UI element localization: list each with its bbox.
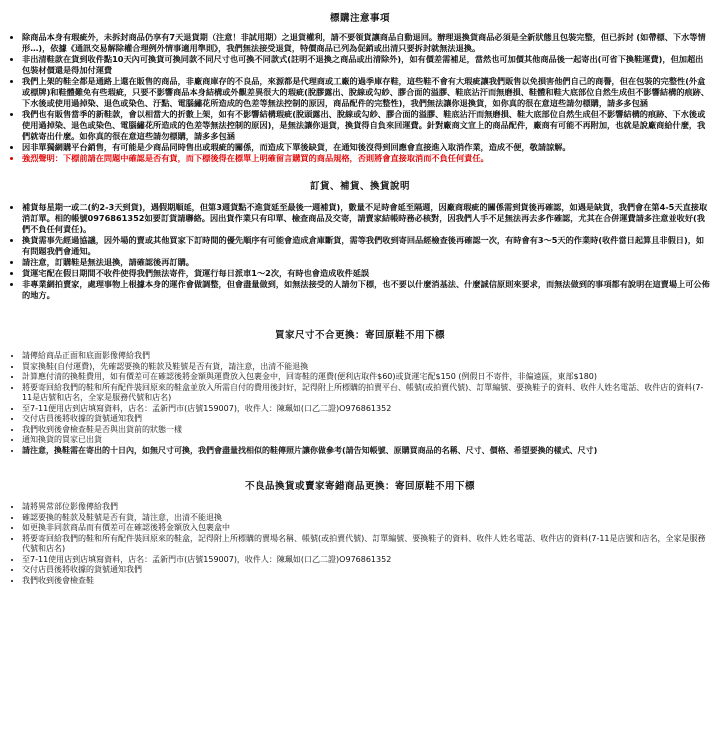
list-item: • 如更換非同款商品而有價差可在確認後將金額放入包裹盒中 <box>22 523 710 534</box>
list-item: • 請將異常部位影像傳給我們 <box>22 502 710 513</box>
buyer-size-list <box>10 351 710 456</box>
list-item: • 我們收到後會檢查鞋是否與出貨前的狀態一樣 <box>22 425 710 436</box>
list-item: • 換貨需事先經過協議，因外場的賣或其他買家下訂時間的優先順序有可能會造成倉庫斷貨，需等我們收到寄回品經檢查後再確認一次，有時會有3～5天的作業時(收件當日起算且非假日)，如有問題我們會通知。 <box>22 235 710 257</box>
list-item: • 請注意，換鞋需在寄出的十日內，如無尺寸可換，我們會盡量找相似的鞋傳照片讓你做參考(請告知帳號、原購買商品的名稱、尺寸、價格、希望要換的樣式、尺寸) <box>22 446 710 457</box>
buyer-size-title: 買家尺寸不合更換：寄回原鞋不用下標 <box>274 330 445 341</box>
list-item: • 因非單獨網購平台銷售，有可能是少商品同時售出或瑕疵的關係，而造成下單後缺貨，在通知後沒得到回應會直接進入取消作業，造成不便，敬請諒解。 <box>22 142 710 153</box>
list-item: • 貨運宅配在假日期間不收件使得我們無法寄件，貨運行每日派車1～2次，有時也會造成收件延誤 <box>22 268 710 279</box>
list-item: • 至7-11使用店到店填寫資料，店名：孟新門市(店號159007)，收件人：陳珮如(口乙二證)O976861352 <box>22 555 710 566</box>
list-item: • 補貨每星期一或二(約2-3天到貨)，遇假期順延，但第3週貨點不進貨延至最後一週補貨)，數量不足時會延至隔週，因廠商瑕疵的關係需到貨後再確認，如遇是缺貨，我們會在第4-5天直接取消訂單。相的帳號0976861352如要訂貨請聯絡。因出貨作業只有印單、檢查商品及交寄，請賣家結帳時務必核對，因我們人手不足無法再去多作確認，尤其在合併運費請多注意並收好(我們不負任何責任)。 <box>22 202 710 235</box>
list-item: • 非出清鞋款在貨到收件點10天內可換貨可換同款不同尺寸也可換不同款式(註明不退換之商品或出清除外)，如有價差需補足，當然也可加價其他商品後一起寄出(可省下換鞋運費)，但加超出包裝材價還是得加付運費 <box>22 54 710 76</box>
defect-list <box>10 502 710 586</box>
list-item: • 我們上架的鞋全都是通路上還在販售的商品，非廠商庫存的不良品，來源都是代理商或工廠的過季庫存鞋，這些鞋不會有大瑕疵讓我們販售以免損害他們自己的商譽，但在包裝的完整性(外盒或標牌)和鞋體難免有些瑕疵，只要不影響商品本身結構或外觀差異很大的瑕疵(脫膠露出、脫線或勾紗、膠合面的溢膠、鞋底沾汗而無磨損、鞋體和鞋大底部位自然生成但不影響結構的痕跡、下水後或使用過掉染、退色或染色、汙點、電腦繡花所造成的色差等無法控制的原因，商品配件的完整性)，我們無法讓你退換貨，如你真的很在意這些請勿標購，請多多包涵 <box>22 76 710 109</box>
list-item: • 通知換貨的買家已出貨 <box>22 435 710 446</box>
list-item: • 交付店員後將收據的貨號通知我們 <box>22 414 710 425</box>
list-item: • 計算應付清的換鞋費用，如有價差可在確認後將金額與運費放入包裹金中，回寄鞋的運費(便利店取件$60)或貨運宅配$150 (例假日不寄件，非偏遠區，東部$180) <box>22 372 710 383</box>
list-item: • 我們收到後會檢查鞋 <box>22 576 710 587</box>
list-item: • 交付店員後將收據的貨號通知我們 <box>22 565 710 576</box>
list-item: • 至7-11便用店到店填寫資料，店名：孟新門市(店號159007)，收件人：陳珮如(口乙二證)O976861352 <box>22 404 710 415</box>
order-title: 訂貨、補貨、換貨說明 <box>309 181 410 192</box>
list-item: • 我們也有販售當季的新鞋款，會以相當大的折數上架，如有不影響結構瑕疵(脫頭露出、脫線或勾紗、膠合面的溢膠、鞋底沾汗而無磨損、鞋大底部位自然生成但不影響結構的痕跡、下水後或使用過掉染、退色或染色、電腦繡花所造成的色差等無法控制的原因)，是無法讓你退貨，換貨得自負來回運費。針對廠商文宣上的商品配件，廠商有可能不再附加，也就是說廠商給什麼，我們就寄出什麼。如你真的很在意這些請勿標購，請多多包涵 <box>22 109 710 142</box>
warning-item: • 強烈聲明：下標前請在問題中確認是否有貨，而下標後得在標單上明確留言購買的商品規格，否則將會直接取消而不負任何責任。 <box>22 153 710 164</box>
list-item: • 買家換鞋(自付運費)，先確認要換的鞋款及鞋號是否有貨，請注意，出清不能退換 <box>22 362 710 373</box>
notice-list <box>10 32 710 164</box>
list-item: • 將要寄回給我們的鞋和所有配件裝回原來的鞋盒並放入所需自付的費用後封好，記得附上所標購的拍賣平台、帳號(或拍賣代號)、訂單編號、要換鞋子的資料、收件人姓名電話、收件店的資料(7-11是店號和店名，全家是服務代號和店名) <box>22 383 710 404</box>
list-item: • 請傳給商品正面和底面影像傳給我們 <box>22 351 710 362</box>
list-item: • 確認要換的鞋款及鞋號是否有貨，請注意，出清不能退換 <box>22 513 710 524</box>
list-item: • 請注意，訂購鞋是無法退換，請確認後再訂購。 <box>22 257 710 268</box>
list-item: • 除商品本身有瑕疵外，未拆封商品仍享有7天退貨期（注意！非試用期）之退貨權利，請不要領貨讓商品自動退回。辦理退換貨商品必須是全新狀態且包裝完整，但已拆封 (如帶標、下水等情形…)，依據《通訊交易解除權合理例外情事適用準則》，我們無法接受退貨，特價商品已列為促銷或出清只要拆封就無法退換。 <box>22 32 710 54</box>
list-item: • 非專業網拍賣家，處理事物上根據本身的運作會做調整，但會盡量做到，如無法接受的人請勿下標，也不要以什麼消基法、什麼誠信原則來要求，而無法做到的事項都有說明在這賣場上可公佈的地方。 <box>22 279 710 301</box>
defect-title: 不良品換貨或賣家寄錯商品更換：寄回原鞋不用下標 <box>244 481 475 492</box>
order-list <box>10 202 710 301</box>
list-item: • 將要寄回給我們的鞋和所有配件裝回原來的鞋盒，記得附上所標購的賣場名稱、帳號(或拍賣代號)、訂單編號、要換鞋子的資料、收件人姓名電話、收件店的資料(7-11是店號和店名，全家是服務代號和店名) <box>22 534 710 555</box>
notice-title: 標購注意事項 <box>329 13 390 24</box>
